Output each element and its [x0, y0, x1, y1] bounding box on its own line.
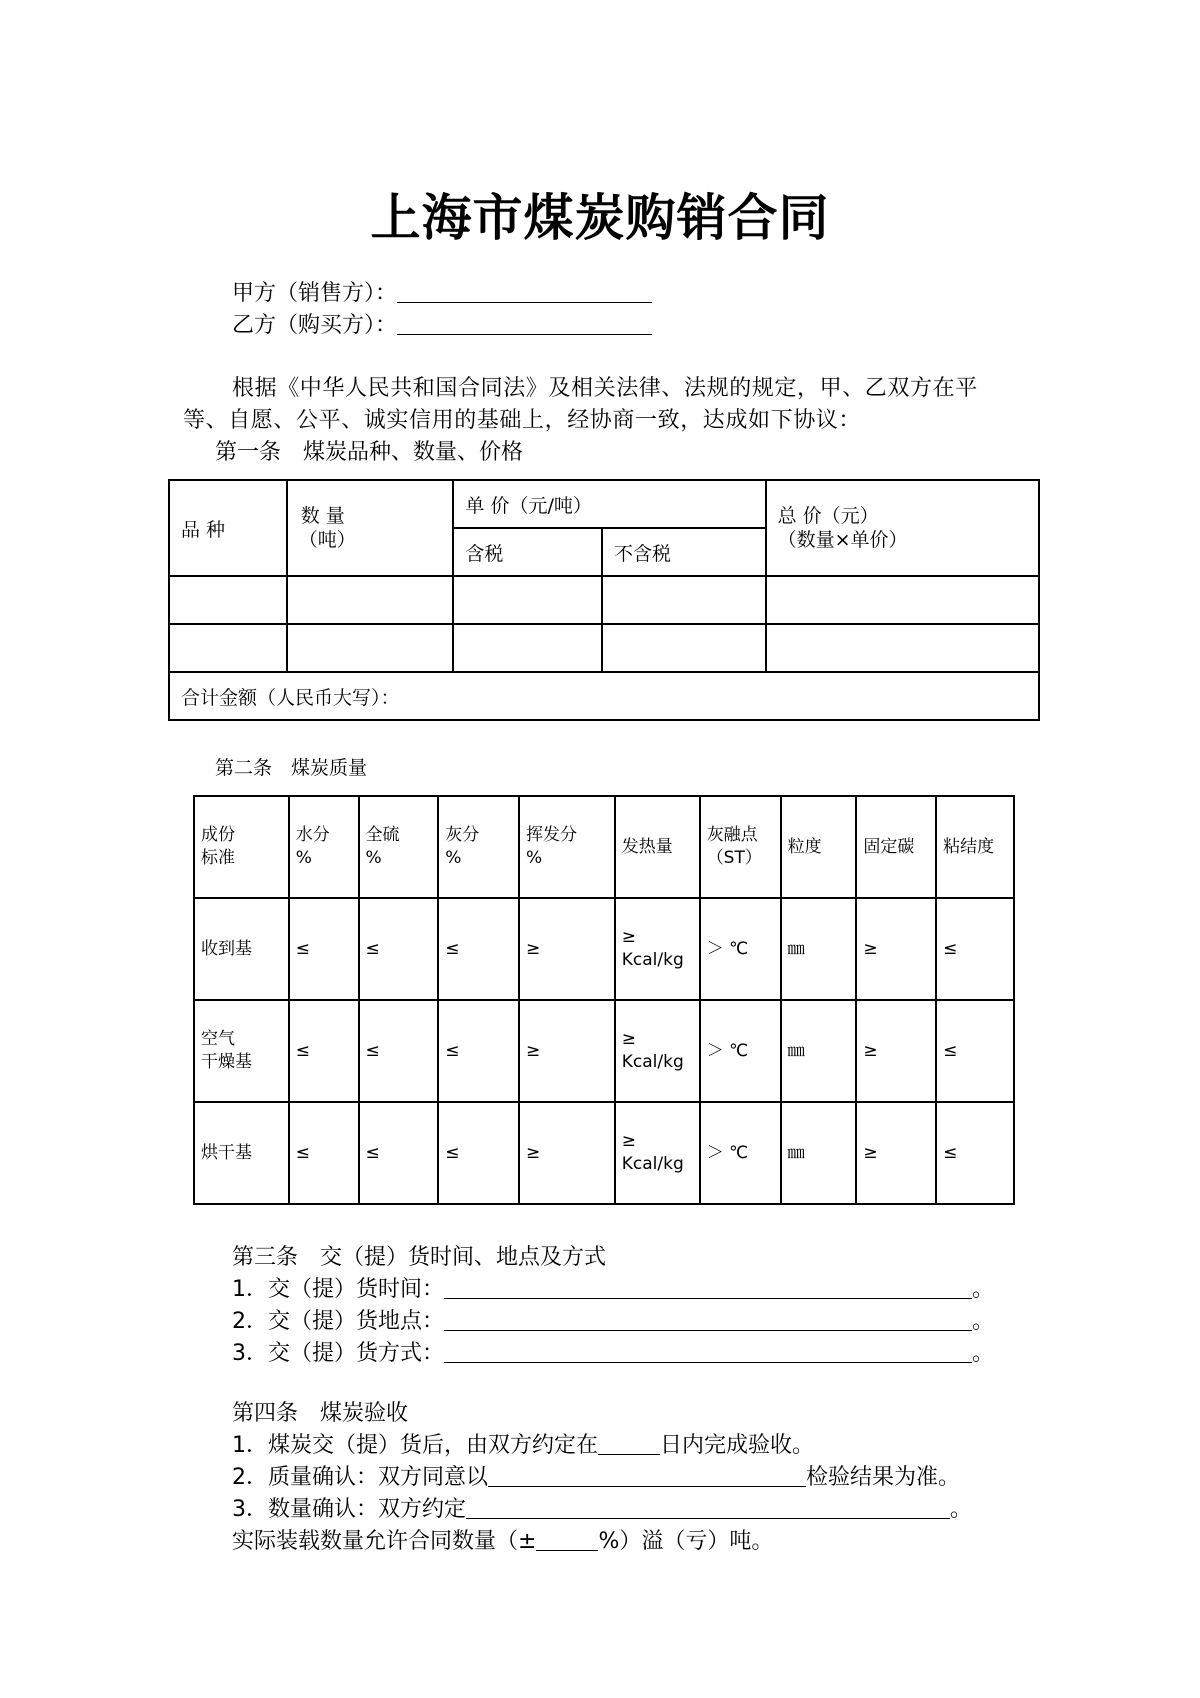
volatile-cell[interactable] — [519, 1000, 615, 1102]
delivery-method-line — [232, 1336, 994, 1367]
tolerance-blank[interactable] — [536, 1528, 598, 1551]
inspection-period-line — [232, 1428, 814, 1459]
basis-name-cell[interactable] — [194, 1102, 289, 1204]
moisture-cell-text: ≤ — [295, 1142, 310, 1163]
calorific-cell[interactable] — [615, 898, 700, 1000]
quality-header-text: 灰分 — [445, 825, 480, 845]
fusion-point-cell-text: ＞ ℃ — [706, 1142, 749, 1163]
quality-confirm-blank[interactable] — [488, 1464, 806, 1487]
quality-header-text: 固定碳 — [863, 836, 915, 857]
quality-row — [194, 1102, 1014, 1204]
quality-header-text: 挥发分 — [526, 825, 578, 845]
caking-cell-text: ≤ — [943, 938, 958, 959]
quality-header-text: 粘结度 — [943, 836, 995, 857]
cell-quantity[interactable] — [287, 576, 454, 624]
ash-cell-text: ≤ — [445, 1142, 460, 1163]
volatile-cell-text: ≥ — [526, 1142, 541, 1163]
header-tax-included: 含税 — [453, 528, 602, 576]
delivery-place-end: 。 — [972, 1309, 995, 1334]
sulfur-cell-text: ≤ — [365, 1040, 380, 1061]
tolerance-label: 实际装载数量允许合同数量（± — [232, 1529, 537, 1554]
basis-name-cell[interactable] — [194, 898, 289, 1000]
quality-table — [193, 795, 1015, 1205]
particle-size-cell-text: ㎜ — [787, 1040, 805, 1061]
intro-line-1: 根据《中华人民共和国合同法》及相关法律、法规的规定，甲、乙双方在平 — [232, 376, 978, 401]
delivery-time-label: 1．交（提）货时间： — [232, 1277, 444, 1302]
moisture-cell[interactable] — [289, 898, 359, 1000]
quality-header-text: % — [526, 848, 543, 868]
quality-confirm-end: 检验结果为准。 — [806, 1465, 961, 1490]
delivery-method-label: 3．交（提）货方式： — [232, 1341, 444, 1366]
sulfur-cell-text: ≤ — [365, 1142, 380, 1163]
quality-row — [194, 898, 1014, 1000]
header-variety: 品 种 — [169, 480, 287, 576]
delivery-place-blank[interactable] — [444, 1308, 972, 1331]
quality-header-text: （ST） — [706, 848, 762, 868]
particle-size-cell-text: ㎜ — [787, 1142, 805, 1163]
quality-header-cell — [936, 796, 1014, 898]
quality-header-row — [194, 796, 1014, 898]
fixed-carbon-cell-text: ≥ — [863, 1142, 878, 1163]
cell-variety[interactable] — [169, 576, 287, 624]
ash-cell-text: ≤ — [445, 1040, 460, 1061]
delivery-time-line — [232, 1272, 994, 1303]
fusion-point-cell-text: ＞ ℃ — [706, 1040, 749, 1061]
header-total-label: 总 价（元） — [777, 505, 879, 527]
quality-header-cell — [700, 796, 781, 898]
article1-heading: 第一条 煤炭品种、数量、价格 — [215, 440, 524, 465]
particle-size-cell-text: ㎜ — [787, 938, 805, 959]
fixed-carbon-cell[interactable] — [856, 898, 936, 1000]
quality-header-text: % — [445, 848, 462, 868]
tolerance-end: %）溢（亏）吨。 — [598, 1529, 774, 1554]
caking-cell[interactable] — [936, 1000, 1014, 1102]
article4-heading: 第四条 煤炭验收 — [232, 1401, 409, 1426]
party-a-blank[interactable] — [397, 280, 652, 303]
inspection-period-label: 1．煤炭交（提）货后，由双方约定在 — [232, 1433, 598, 1458]
quality-header-cell — [359, 796, 439, 898]
article2-heading: 第二条 煤炭质量 — [215, 757, 368, 779]
moisture-cell-text: ≤ — [295, 1040, 310, 1061]
calorific-cell[interactable] — [615, 1000, 700, 1102]
delivery-method-end: 。 — [972, 1341, 995, 1366]
quality-header-cell — [289, 796, 359, 898]
header-unit-price: 单 价（元/吨） — [453, 480, 765, 528]
party-b-label: 乙方（购买方）： — [232, 313, 398, 338]
quality-header-cell — [194, 796, 289, 898]
cell-total[interactable] — [766, 624, 1039, 672]
cell-tax-included[interactable] — [453, 624, 602, 672]
price-table — [168, 479, 1040, 721]
particle-size-cell[interactable] — [781, 1000, 857, 1102]
quantity-confirm-line — [232, 1492, 972, 1523]
delivery-time-blank[interactable] — [444, 1276, 972, 1299]
quality-confirm-label: 2．质量确认：双方同意以 — [232, 1465, 488, 1490]
document-title: 上海市煤炭购销合同 — [370, 189, 830, 247]
party-b-line — [232, 308, 652, 339]
table-row — [169, 624, 1039, 672]
calorific-cell-text: ≥ — [621, 1131, 636, 1151]
cell-tax-excluded[interactable] — [602, 624, 766, 672]
fixed-carbon-cell-text: ≥ — [863, 1040, 878, 1061]
fixed-carbon-cell-text: ≥ — [863, 938, 878, 959]
ash-cell[interactable] — [438, 1102, 519, 1204]
volatile-cell-text: ≥ — [526, 938, 541, 959]
sulfur-cell-text: ≤ — [365, 938, 380, 959]
header-quantity-unit: （吨） — [298, 529, 356, 551]
basis-name-cell-text: 空气 — [201, 1029, 235, 1049]
header-quantity — [287, 480, 454, 576]
delivery-place-line — [232, 1304, 994, 1335]
quality-header-cell — [615, 796, 700, 898]
quality-header-text: 成份 — [201, 825, 235, 845]
basis-name-cell-text: 收到基 — [201, 938, 252, 959]
quality-header-text: % — [295, 848, 312, 868]
quality-header-cell — [519, 796, 615, 898]
header-quantity-label: 数 量 — [300, 505, 345, 527]
fusion-point-cell[interactable] — [700, 898, 781, 1000]
table-row — [169, 576, 1039, 624]
quality-header-text: % — [365, 848, 382, 868]
ash-cell-text: ≤ — [445, 938, 460, 959]
particle-size-cell[interactable] — [781, 1102, 857, 1204]
inspection-days-blank[interactable] — [598, 1432, 660, 1455]
cell-tax-included[interactable] — [453, 576, 602, 624]
basis-name-cell-text: 干燥基 — [201, 1052, 252, 1072]
delivery-time-end: 。 — [972, 1277, 995, 1302]
calorific-cell-text: ≥ — [621, 927, 636, 947]
caking-cell-text: ≤ — [943, 1142, 958, 1163]
caking-cell[interactable] — [936, 898, 1014, 1000]
calorific-cell-text: ≥ — [621, 1029, 636, 1049]
quality-header-text: 标准 — [201, 848, 235, 868]
calorific-cell-text: Kcal/kg — [621, 1154, 684, 1174]
moisture-cell[interactable] — [289, 1000, 359, 1102]
basis-name-cell[interactable] — [194, 1000, 289, 1102]
tolerance-line — [232, 1524, 773, 1555]
cell-tax-excluded[interactable] — [602, 576, 766, 624]
volatile-cell[interactable] — [519, 898, 615, 1000]
calorific-cell-text: Kcal/kg — [621, 1052, 684, 1072]
moisture-cell-text: ≤ — [295, 938, 310, 959]
intro-line-2: 等、自愿、公平、诚实信用的基础上，经协商一致，达成如下协议： — [183, 408, 862, 433]
cell-total[interactable] — [766, 576, 1039, 624]
calorific-cell[interactable] — [615, 1102, 700, 1204]
party-b-blank[interactable] — [397, 312, 652, 335]
caking-cell-text: ≤ — [943, 1040, 958, 1061]
sulfur-cell[interactable] — [359, 898, 439, 1000]
fixed-carbon-cell[interactable] — [856, 1102, 936, 1204]
cell-quantity[interactable] — [287, 624, 454, 672]
quality-header-cell — [781, 796, 857, 898]
sulfur-cell[interactable] — [359, 1102, 439, 1204]
quantity-confirm-blank[interactable] — [466, 1496, 950, 1519]
volatile-cell-text: ≥ — [526, 1040, 541, 1061]
basis-name-cell-text: 烘干基 — [201, 1142, 252, 1163]
volatile-cell[interactable] — [519, 1102, 615, 1204]
ash-cell[interactable] — [438, 1000, 519, 1102]
quality-header-text: 全硫 — [365, 825, 400, 845]
moisture-cell[interactable] — [289, 1102, 359, 1204]
quality-header-cell — [438, 796, 519, 898]
fusion-point-cell-text: ＞ ℃ — [706, 938, 749, 959]
fixed-carbon-cell[interactable] — [856, 1000, 936, 1102]
caking-cell[interactable] — [936, 1102, 1014, 1204]
header-tax-excluded: 不含税 — [602, 528, 766, 576]
total-amount-cell[interactable]: 合计金额（人民币大写）： — [169, 672, 1039, 720]
fusion-point-cell[interactable] — [700, 1102, 781, 1204]
quantity-confirm-end: 。 — [950, 1497, 973, 1522]
quality-header-text: 灰融点 — [706, 825, 758, 845]
header-total-formula: （数量×单价） — [777, 529, 908, 551]
article3-heading: 第三条 交（提）货时间、地点及方式 — [232, 1245, 607, 1270]
quality-header-cell — [856, 796, 936, 898]
quantity-confirm-label: 3．数量确认：双方约定 — [232, 1497, 466, 1522]
quality-row — [194, 1000, 1014, 1102]
party-a-label: 甲方（销售方）： — [232, 281, 398, 306]
calorific-cell-text: Kcal/kg — [621, 950, 684, 970]
party-a-line — [232, 276, 652, 307]
delivery-method-blank[interactable] — [444, 1340, 972, 1363]
fusion-point-cell[interactable] — [700, 1000, 781, 1102]
quality-confirm-line — [232, 1460, 960, 1491]
quality-header-text: 水分 — [295, 825, 330, 845]
ash-cell[interactable] — [438, 898, 519, 1000]
header-total — [766, 480, 1039, 576]
cell-variety[interactable] — [169, 624, 287, 672]
quality-header-text: 发热量 — [621, 836, 673, 857]
quality-header-text: 粒度 — [787, 836, 822, 857]
inspection-period-end: 日内完成验收。 — [660, 1433, 815, 1458]
particle-size-cell[interactable] — [781, 898, 857, 1000]
delivery-place-label: 2．交（提）货地点： — [232, 1309, 444, 1334]
sulfur-cell[interactable] — [359, 1000, 439, 1102]
